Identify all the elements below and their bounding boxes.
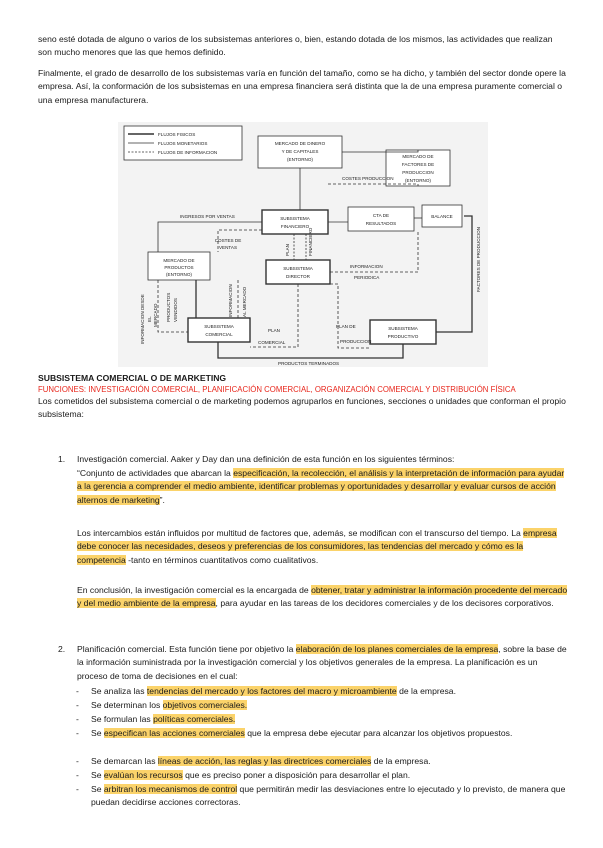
- productos-vendidos-line1: PRODUCTOS: [166, 292, 171, 322]
- bullet-text-b: de la empresa.: [396, 686, 456, 696]
- bullet-text-a: Se determinan los: [91, 700, 163, 710]
- ingresos-ventas-label: INGRESOS POR VENTAS: [180, 214, 235, 219]
- costes-ventas-line1: COSTES DE: [214, 238, 242, 243]
- item1-p3-a: En conclusión, la investigación comercial es la encargada de: [77, 585, 312, 595]
- item1-p3-highlight: obtener, tratar y administrar la información procedente del mercado y del medio ambiente de la empresa: [77, 585, 568, 609]
- bullet-dash: -: [76, 714, 79, 724]
- bullet-dash: -: [76, 784, 79, 794]
- info-al-mercado-line2: AL MERCADO: [242, 286, 247, 317]
- mercado-productos-line3: (ENTORNO): [166, 272, 192, 277]
- bullet-text-b: que permitirán medir las desviaciones entre lo ejecutado y lo previsto, de manera que puedan decidirse acciones correctoras.: [91, 784, 566, 808]
- plan-comercial-line2: COMERCIAL: [258, 340, 286, 345]
- subsystems-diagram: [118, 122, 488, 367]
- info-desde-mercado-line2: EL: [147, 316, 152, 322]
- item2-p-b: , sobre la base de la información suministrada por la investigación comercial y los objetivos generales de la empresa. La planificación es un proceso de toma de decisiones en el cual:: [77, 644, 567, 681]
- bullet-highlight: evalúan los recursos: [103, 770, 183, 780]
- section-title: SUBSISTEMA COMERCIAL O DE MARKETING: [38, 373, 227, 383]
- bullet-highlight: especifican las acciones comerciales: [103, 728, 245, 738]
- periodica-label: PERIODICA: [354, 275, 380, 280]
- director-line1: SUBSISTEMA: [283, 266, 313, 271]
- section-subtitle: FUNCIONES: INVESTIGACIÓN COMERCIAL, PLANIFICACIÓN COMERCIAL, ORGANIZACIÓN COMERCIAL Y DISTRIBUCIÓN FÍSICA: [38, 385, 516, 394]
- bullet-text-a: Se formulan las: [91, 714, 154, 724]
- bullet-text-b: de la empresa.: [371, 756, 431, 766]
- bullet-text-a: Se analiza las: [91, 686, 147, 696]
- plan-produccion-line1: PLAN DE: [336, 324, 356, 329]
- subsistema-director-box: [266, 260, 330, 284]
- item1-quote-b: ”.: [159, 494, 165, 505]
- mercado-factores-line1: MERCADO DE: [402, 154, 434, 159]
- balance-label: BALANCE: [431, 214, 453, 219]
- mercado-productos-line1: MERCADO DE: [163, 258, 195, 263]
- factores-produccion-label: FACTORES DE PRODUCCION: [476, 226, 481, 292]
- cta-resultados-line2: RESULTADOS: [365, 221, 397, 226]
- bullet-highlight: líneas de acción, las reglas y las directrices comerciales: [157, 756, 372, 766]
- item1-quote-a: “Conjunto de actividades que abarcan la: [77, 468, 234, 478]
- mercado-dinero-line1: MERCADO DE DINERO: [274, 141, 326, 146]
- legend-flujos-fisicos: FLUJOS FISICOS: [158, 132, 196, 137]
- info-desde-mercado-line1: INFORMACION DESDE: [140, 294, 145, 344]
- bullet-highlight: políticas comerciales.: [153, 714, 236, 724]
- item1-title-line: Investigación comercial. Aaker y Day dan una definición de esta función en los siguientes términos:: [77, 454, 455, 464]
- item2-p-highlight: elaboración de los planes comerciales de la empresa: [295, 644, 499, 654]
- costes-produccion-label: COSTES PRODUCCION: [342, 176, 394, 181]
- plan-comercial-line1: PLAN: [268, 328, 281, 333]
- comercial-line1: SUBSISTEMA: [204, 324, 234, 329]
- item1-quote-highlight: especificación, la recolección, el análisis y la interpretación de información para ayudar a la gerencia a comprender el medio ambiente, identificar problemas y oportunidades y desarrollar y evaluar cursos de acción alternos de marketing: [77, 468, 565, 505]
- bullet-dash: -: [76, 728, 79, 738]
- financiero-line2: FINANCIERO: [280, 224, 310, 229]
- mercado-dinero-line3: (ENTORNO): [287, 157, 313, 162]
- mercado-factores-line3: PRODUCCION: [402, 170, 434, 175]
- informacion-label: INFORMACION: [350, 264, 383, 269]
- comercial-line2: COMERCIAL: [205, 332, 233, 337]
- legend-flujos-informacion: FLUJOS DE INFORMACION: [158, 150, 218, 155]
- paragraph-intro-1: seno esté dotada de alguno o varios de los subsistemas anteriores o, bien, estando dotada de los mismos, las actividades que realizan son mucho menores que las que hemos definido.: [38, 34, 553, 58]
- item1-p3-b: , para ayudar en las tareas de los decidores comerciales y de los decisores corporativos.: [215, 598, 554, 609]
- bullet-text-a: Se: [91, 784, 104, 794]
- bullet-highlight: arbitran los mecanismos de control: [103, 784, 238, 794]
- info-desde-mercado-line3: MERCADO: [153, 303, 158, 327]
- bullet-text-a: Se: [91, 728, 104, 738]
- subsistema-productivo-box: [370, 320, 436, 344]
- bullet-highlight: tendencias del mercado y los factores del macro y microambiente: [146, 686, 397, 696]
- costes-ventas-line2: VENTAS: [218, 245, 238, 250]
- productivo-line2: PRODUCTIVO: [387, 334, 419, 339]
- item2-number: 2.: [58, 644, 66, 654]
- productos-vendidos-line2: VENDIDOS: [173, 298, 178, 322]
- bullet-text-a: Se demarcan las: [91, 756, 158, 766]
- item2-p-a: Planificación comercial. Esta función tiene por objetivo la: [77, 644, 296, 654]
- bullet-dash: -: [76, 756, 79, 766]
- bullet-text-b: que es preciso poner a disposición para desarrollar el plan.: [182, 770, 411, 780]
- bullet-dash: -: [76, 770, 79, 780]
- mercado-dinero-line2: Y DE CAPITALES: [281, 149, 319, 154]
- item1-quote: [77, 467, 569, 507]
- cta-resultados-line1: CTA DE: [372, 213, 390, 218]
- plan-produccion-line2: PRODUCCION: [340, 339, 372, 344]
- item1-p2-b: -tanto en términos cuantitativos como cualitativos.: [125, 554, 319, 565]
- mercado-productos-line2: PRODUCTOS: [164, 265, 194, 270]
- bullet-text-a: Se: [91, 770, 104, 780]
- mercado-factores-line4: (ENTORNO): [405, 178, 431, 183]
- item1-p2-highlight: empresa debe conocer las necesidades, deseos y preferencias de los consumidores, las tendencias del mercado y cómo es la competencia: [77, 528, 557, 565]
- mercado-factores-line2: FACTORES DE: [401, 162, 435, 167]
- legend-flujos-monetarios: FLUJOS MONETARIOS: [158, 141, 208, 146]
- bullet-highlight: objetivos comerciales.: [162, 700, 248, 710]
- item2-paragraph: [77, 643, 569, 683]
- item1-p2-a: Los intercambios están influidos por multitud de factores que, además, se modifican con el transcurso del tiempo. La: [77, 528, 524, 538]
- plan-financiero-line2: FINANCIERO: [308, 227, 313, 256]
- item1-number: 1.: [58, 454, 66, 464]
- bullet-dash: -: [76, 686, 79, 696]
- item1-paragraph-2: [77, 527, 569, 567]
- productivo-line1: SUBSISTEMA: [388, 326, 418, 331]
- subsistema-comercial-box: [188, 318, 250, 342]
- financiero-line1: SUBSISTEMA: [280, 216, 310, 221]
- section-intro: Los cometidos del subsistema comercial o de marketing podemos agruparlos en funciones, secciones o unidades que conforman el propio subsistema:: [38, 396, 566, 420]
- bullet-text-b: que la empresa debe ejecutar para alcanzar los objetivos propuestos.: [244, 728, 513, 738]
- subsistema-financiero-box: [262, 210, 328, 234]
- paragraph-intro-2: Finalmente, el grado de desarrollo de los subsistemas varía en función del tamaño, como se ha dicho, y también del sector donde opere la empresa. Así, la conformación de los subsistemas en una empresa financiera será distinta que la de una empresa puramente comercial o una empresa manufacturera.: [38, 68, 566, 105]
- cta-resultados-box: [348, 207, 414, 231]
- info-al-mercado-line1: INFORMACION: [228, 284, 233, 317]
- plan-financiero-line1: PLAN: [285, 243, 290, 256]
- productos-terminados-label: PRODUCTOS TERMINADOS: [278, 361, 340, 366]
- director-line2: DIRECTOR: [286, 274, 310, 279]
- item1-paragraph-3: [77, 584, 569, 611]
- bullet-dash: -: [76, 700, 79, 710]
